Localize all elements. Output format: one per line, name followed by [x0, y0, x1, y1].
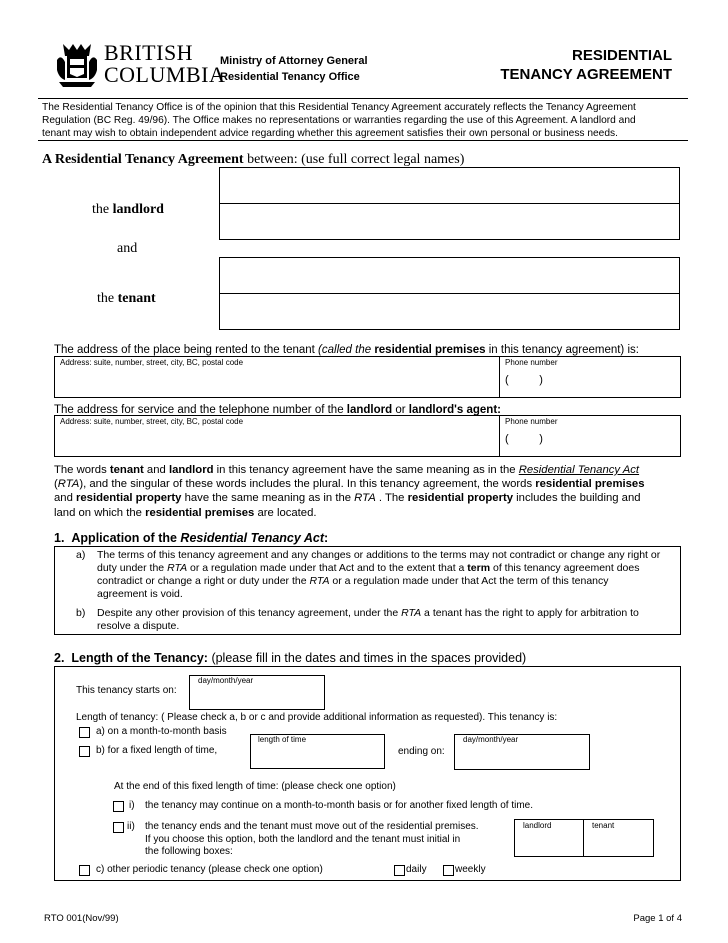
intro-disclaimer [42, 101, 636, 140]
premises-address-field[interactable] [54, 356, 500, 398]
month-to-month-checkbox[interactable] [79, 727, 90, 738]
text: The words [54, 464, 110, 476]
form-id: RTO 001(Nov/99) [44, 913, 119, 924]
month-to-month-label: a) on a month-to-month basis [96, 726, 227, 737]
intro-line: The Residential Tenancy Office is of the opinion that this Residential Tenancy Agreement accurately reflects the Tenancy Agreement [42, 102, 636, 113]
text: are located. [254, 506, 317, 519]
section-2-heading [54, 651, 526, 665]
text: RTA [57, 478, 80, 491]
text: Residential Tenancy Act [180, 531, 324, 545]
text: RTA [354, 492, 376, 505]
text: residential premises [535, 478, 645, 491]
premises-phone-field[interactable] [499, 356, 681, 398]
service-phone-field[interactable] [499, 415, 681, 457]
fixed-length-label: b) for a fixed length of time, [96, 745, 218, 756]
clause-line [97, 562, 660, 575]
periodic-label: c) other periodic tenancy (please check one option) [96, 864, 323, 875]
text: If you choose this option, both the landlord and the tenant must initial in [145, 833, 461, 845]
landlord-name-field-2[interactable] [219, 203, 680, 240]
text: The terms of this tenancy agreement and any changes or additions to the terms may not contradict or change any right or [97, 549, 661, 561]
text: includes the building and [513, 492, 641, 505]
text: residential property [76, 492, 182, 505]
landlord-name-field-1[interactable] [219, 167, 680, 204]
clause-line [97, 607, 639, 620]
definitions-paragraph [54, 463, 645, 520]
parties-heading-bold: A Residential Tenancy Agreement [42, 152, 244, 167]
start-date-field[interactable] [189, 675, 325, 710]
text: ( [54, 478, 58, 491]
text: or a regulation made under that Act and to the extent that a [187, 562, 468, 574]
text: in this tenancy agreement) is: [485, 344, 639, 356]
text: RTA [167, 562, 188, 574]
date-field-label: day/month/year [198, 676, 254, 685]
landlord-label [92, 202, 164, 218]
section-1-heading [54, 531, 328, 545]
text: residential property [407, 492, 514, 505]
text: RTA [309, 575, 330, 587]
text: Despite any other provision of this tenancy agreement, under the [97, 607, 402, 619]
text: or [392, 404, 409, 416]
tenant-initial-box[interactable] [583, 819, 654, 857]
text: agreement is void. [97, 588, 183, 600]
header-rule [38, 98, 688, 99]
text: land on which the [54, 506, 146, 519]
text: of this tenancy agreement does [490, 562, 640, 574]
text: (please fill in the dates and times in the spaces provided) [207, 651, 527, 665]
date-field-label: day/month/year [463, 735, 519, 744]
text: or a regulation made under that Act the term of this tenancy [329, 575, 609, 587]
text: the tenancy ends and the tenant must move out of the residential premises. [145, 821, 479, 832]
intro-line: tenant may wish to obtain independent advice regarding whether this agreement satisfies their own personal or business needs. [42, 128, 618, 139]
continue-checkbox[interactable] [113, 801, 124, 812]
text: : [497, 404, 501, 416]
text: 1. [54, 531, 65, 545]
daily-label: daily [406, 864, 427, 875]
text: ), and the singular of these words includes the plural. In this tenancy agreement, the words [79, 478, 536, 491]
address-field-label: Address: suite, number, street, city, BC, postal code [60, 417, 244, 426]
text: the following boxes: [145, 846, 233, 857]
initial-label: landlord [523, 821, 552, 830]
periodic-checkbox[interactable] [79, 865, 90, 876]
text: : [323, 531, 329, 545]
option-ii-label [145, 821, 479, 859]
logo-line-british: BRITISH [104, 40, 194, 65]
phone-field-label: Phone number [505, 358, 558, 367]
text: landlord [346, 404, 393, 416]
and-label: and [117, 241, 138, 256]
weekly-checkbox[interactable] [443, 865, 454, 876]
text: duty under the [97, 562, 168, 574]
clause-b-marker: b) [76, 607, 86, 619]
text: in this tenancy agreement have the same meaning as in the [213, 464, 519, 476]
tenant-name-field-1[interactable] [219, 257, 680, 294]
text: contradict or change a right or duty under the [97, 575, 310, 587]
tenant-word: tenant [117, 291, 156, 306]
document-title [440, 46, 672, 84]
text: Residential Tenancy Act [518, 464, 640, 476]
daily-checkbox[interactable] [394, 865, 405, 876]
text: a tenant has the right to apply for arbitration to [421, 607, 639, 619]
ministry-name: Ministry of Attorney General [220, 55, 368, 67]
text: tenant [109, 464, 144, 476]
parties-heading-rest: between: (use full correct legal names) [243, 152, 465, 167]
def-line [54, 463, 645, 477]
title-line-1: RESIDENTIAL [571, 47, 672, 64]
crest-icon [55, 40, 99, 88]
phone-parens: ( ) [505, 433, 543, 445]
text: residential premises [145, 506, 255, 519]
phone-field-label: Phone number [505, 417, 558, 426]
text: resolve a dispute. [97, 620, 180, 632]
intro-rule [38, 140, 688, 141]
text: Application of the [71, 531, 181, 545]
landlord-initial-box[interactable] [514, 819, 584, 857]
length-field-label: length of time [258, 735, 307, 744]
text: and [143, 464, 169, 476]
must-move-out-checkbox[interactable] [113, 822, 124, 833]
logo-wordmark [104, 42, 225, 86]
bc-crest-logo [55, 40, 99, 88]
the-word: the [97, 291, 118, 306]
length-intro: Length of tenancy: ( Please check a, b or c and provide additional information as requested). This tenancy is: [76, 712, 558, 723]
def-line [54, 477, 645, 491]
parties-heading [42, 152, 464, 168]
def-line [54, 491, 645, 505]
logo-line-columbia: COLUMBIA [104, 62, 226, 87]
text: Length of the Tenancy: [71, 651, 208, 665]
clause-a-marker: a) [76, 549, 86, 561]
title-line-2: TENANCY AGREEMENT [500, 66, 672, 83]
text: landlord [168, 464, 214, 476]
the-word: the [92, 202, 113, 217]
clause-line [97, 575, 660, 588]
length-of-time-field[interactable] [250, 734, 385, 769]
premises-lead [54, 344, 639, 356]
end-date-field[interactable] [454, 734, 590, 770]
option-ii-marker: ii) [127, 821, 135, 832]
intro-line: Regulation (BC Reg. 49/96). The Office makes no representations or warranties regarding the use of this Agreement. A landlord and [42, 115, 636, 126]
text: term [467, 562, 491, 574]
text: (called the [318, 344, 375, 356]
service-address-field[interactable] [54, 415, 500, 457]
address-field-label: Address: suite, number, street, city, BC, postal code [60, 358, 244, 367]
text: landlord's agent [408, 404, 498, 416]
initial-label: tenant [592, 821, 615, 830]
clause-a [97, 549, 660, 601]
text: 2. [54, 651, 65, 665]
weekly-label: weekly [455, 864, 486, 875]
starts-on-label: This tenancy starts on: [76, 685, 177, 696]
option-i-label: the tenancy may continue on a month-to-month basis or for another fixed length of time. [145, 800, 533, 811]
landlord-word: landlord [112, 202, 164, 217]
office-name: Residential Tenancy Office [220, 71, 360, 83]
text: . The [375, 492, 408, 505]
phone-parens: ( ) [505, 374, 543, 386]
fixed-length-checkbox[interactable] [79, 746, 90, 757]
text: The address of the place being rented to the tenant [54, 344, 319, 356]
tenant-label [97, 291, 156, 307]
text: have the same meaning as in the [181, 492, 355, 505]
ending-on-label: ending on: [398, 746, 445, 757]
clause-b [97, 607, 639, 633]
text: residential premises [374, 344, 486, 356]
text: and [54, 492, 76, 505]
text: RTA [401, 607, 422, 619]
option-i-marker: i) [129, 800, 135, 811]
tenant-name-field-2[interactable] [219, 293, 680, 330]
text: The address for service and the telephone number of the [54, 404, 347, 416]
fixed-term-intro: At the end of this fixed length of time: (please check one option) [114, 781, 396, 792]
def-line [54, 506, 645, 520]
page-number: Page 1 of 4 [633, 913, 682, 924]
